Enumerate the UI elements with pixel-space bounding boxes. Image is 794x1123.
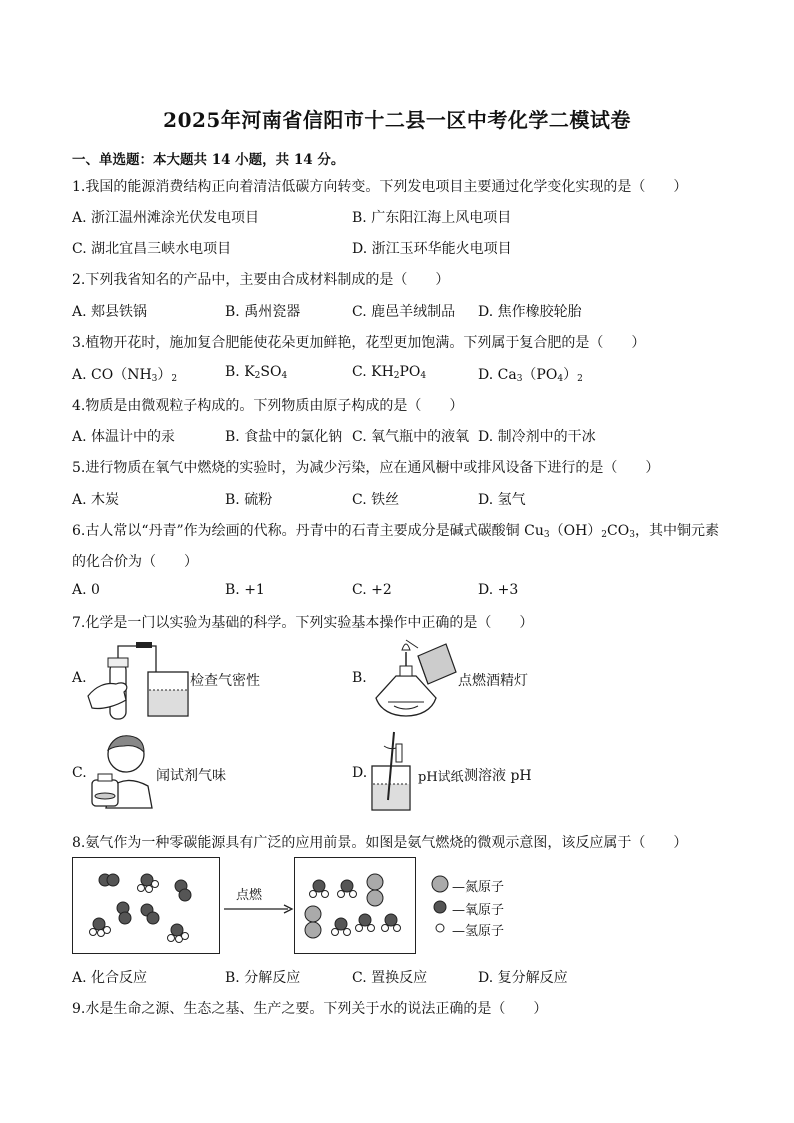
q4-option-c[interactable]: C. 氧气瓶中的液氧 bbox=[352, 429, 470, 445]
q7-option-c-letter[interactable]: C. bbox=[72, 765, 87, 781]
q2-option-b[interactable]: B. 禹州瓷器 bbox=[225, 304, 301, 320]
legend-nitrogen: —氮原子 bbox=[452, 880, 505, 895]
question-3-stem: 3.植物开花时，施加复合肥能使花朵更加鲜艳，花型更加饱满。下列属于复合肥的是（ ） bbox=[72, 335, 646, 351]
q1-option-c[interactable]: C. 湖北宜昌三峡水电项目 bbox=[72, 241, 232, 257]
h2o-molecule bbox=[356, 914, 375, 932]
q1-option-d[interactable]: D. 浙江玉环华能火电项目 bbox=[352, 241, 512, 257]
q4-option-b[interactable]: B. 食盐中的氯化钠 bbox=[225, 429, 343, 445]
q2-option-c[interactable]: C. 鹿邑羊绒制品 bbox=[352, 304, 456, 320]
page-title: 2025年河南省信阳市十二县一区中考化学二模试卷 bbox=[163, 108, 631, 132]
n2-molecule bbox=[367, 874, 383, 906]
nh3-molecule bbox=[138, 874, 159, 893]
q8-option-d[interactable]: D. 复分解反应 bbox=[478, 970, 568, 986]
question-6-stem: 6.古人常以“丹青”作为绘画的代称。丹青中的石青主要成分是碱式碳酸铜 $Cu_3(OH)_2CO_3$，其中铜元素 bbox=[72, 523, 719, 540]
q4-option-d[interactable]: D. 制冷剂中的干冰 bbox=[478, 429, 596, 445]
q5-option-d[interactable]: D. 氢气 bbox=[478, 492, 526, 508]
q6-option-a[interactable]: A. 0 bbox=[72, 582, 100, 598]
q4-option-a[interactable]: A. 体温计中的汞 bbox=[72, 429, 176, 445]
section-heading: 一、单选题：本大题共 14 小题，共 14 分。 bbox=[72, 152, 345, 168]
question-9-stem: 9.水是生命之源、生态之基、生产之要。下列关于水的说法正确的是（ ） bbox=[72, 1001, 548, 1017]
ph-paper-label: pH试纸 bbox=[418, 770, 464, 785]
oxygen-atom-icon bbox=[434, 901, 446, 913]
atom-legend-icons bbox=[428, 872, 452, 936]
q3-option-b[interactable]: B. $K_2SO_4$ bbox=[225, 364, 288, 381]
q3-option-a[interactable]: A. $CO(NH_3)_2$ bbox=[72, 367, 178, 384]
alcohol-lamp-illustration bbox=[366, 636, 458, 720]
question-2-stem: 2.下列我省知名的产品中，主要由合成材料制成的是（ ） bbox=[72, 272, 450, 288]
q7-option-b-letter[interactable]: B. bbox=[352, 670, 367, 686]
legend-hydrogen: —氢原子 bbox=[452, 924, 505, 939]
q7-option-a-letter[interactable]: A. bbox=[72, 670, 87, 686]
legend-oxygen: —氧原子 bbox=[452, 903, 505, 918]
airtightness-check-illustration bbox=[86, 638, 190, 720]
ignite-label: 点燃 bbox=[236, 888, 263, 903]
question-7-stem: 7.化学是一门以实验为基础的科学。下列实验基本操作中正确的是（ ） bbox=[72, 615, 534, 631]
product-molecules bbox=[295, 858, 415, 952]
question-5-stem: 5.进行物质在氧气中燃烧的实验时，为减少污染，应在通风橱中或排风设备下进行的是（ ） bbox=[72, 460, 660, 476]
q7-option-d-caption: 测溶液 pH bbox=[464, 768, 532, 784]
h2o-molecule bbox=[338, 880, 357, 898]
o2-molecule bbox=[175, 880, 191, 901]
q6-option-c[interactable]: C. +2 bbox=[352, 582, 392, 598]
n2-molecule bbox=[305, 906, 321, 938]
q3-option-c[interactable]: C. $KH_2PO_4$ bbox=[352, 364, 427, 381]
smelling-reagent-illustration bbox=[86, 728, 156, 810]
q8-option-b[interactable]: B. 分解反应 bbox=[225, 970, 301, 986]
q6-option-b[interactable]: B. +1 bbox=[225, 582, 265, 598]
question-4-stem: 4.物质是由微观粒子构成的。下列物质由原子构成的是（ ） bbox=[72, 398, 464, 414]
q3-option-d[interactable]: D. $Ca_3(PO_4)_2$ bbox=[478, 367, 583, 384]
h2o-molecule bbox=[310, 880, 329, 898]
question-1-stem: 1.我国的能源消费结构正向着清洁低碳方向转变。下列发电项目主要通过化学变化实现的是（ ） bbox=[72, 179, 688, 195]
q7-option-b-caption: 点燃酒精灯 bbox=[458, 673, 528, 689]
q5-option-a[interactable]: A. 木炭 bbox=[72, 492, 120, 508]
reactant-molecules bbox=[73, 858, 219, 952]
ph-test-illustration bbox=[366, 730, 416, 812]
h2o-molecule bbox=[332, 918, 351, 936]
nh3-molecule bbox=[90, 918, 111, 937]
q5-option-c[interactable]: C. 铁丝 bbox=[352, 492, 400, 508]
q2-option-d[interactable]: D. 焦作橡胶轮胎 bbox=[478, 304, 582, 320]
nitrogen-atom-icon bbox=[432, 876, 448, 892]
question-6-stem-cont: 的化合价为（ ） bbox=[72, 554, 198, 570]
q2-option-a[interactable]: A. 郏县铁锅 bbox=[72, 304, 148, 320]
q7-option-d-letter[interactable]: D. bbox=[352, 765, 368, 781]
h2o-molecule bbox=[382, 914, 401, 932]
q6-option-d[interactable]: D. +3 bbox=[478, 582, 519, 598]
q7-option-a-caption: 检查气密性 bbox=[190, 673, 260, 689]
question-8-stem: 8.氨气作为一种零碳能源具有广泛的应用前景。如图是氨气燃烧的微观示意图，该反应属于（ ） bbox=[72, 835, 688, 851]
reactants-box bbox=[72, 857, 220, 954]
q8-option-c[interactable]: C. 置换反应 bbox=[352, 970, 428, 986]
hydrogen-atom-icon bbox=[436, 924, 444, 932]
nh3-molecule bbox=[168, 924, 189, 943]
o2-molecule bbox=[99, 874, 119, 886]
q8-option-a[interactable]: A. 化合反应 bbox=[72, 970, 148, 986]
products-box bbox=[294, 857, 416, 954]
reaction-arrow-icon bbox=[222, 902, 294, 916]
o2-molecule bbox=[141, 904, 159, 924]
q7-option-c-caption: 闻试剂气味 bbox=[156, 768, 226, 784]
o2-molecule bbox=[117, 902, 131, 924]
q5-option-b[interactable]: B. 硫粉 bbox=[225, 492, 273, 508]
q1-option-b[interactable]: B. 广东阳江海上风电项目 bbox=[352, 210, 512, 226]
q1-option-a[interactable]: A. 浙江温州滩涂光伏发电项目 bbox=[72, 210, 260, 226]
